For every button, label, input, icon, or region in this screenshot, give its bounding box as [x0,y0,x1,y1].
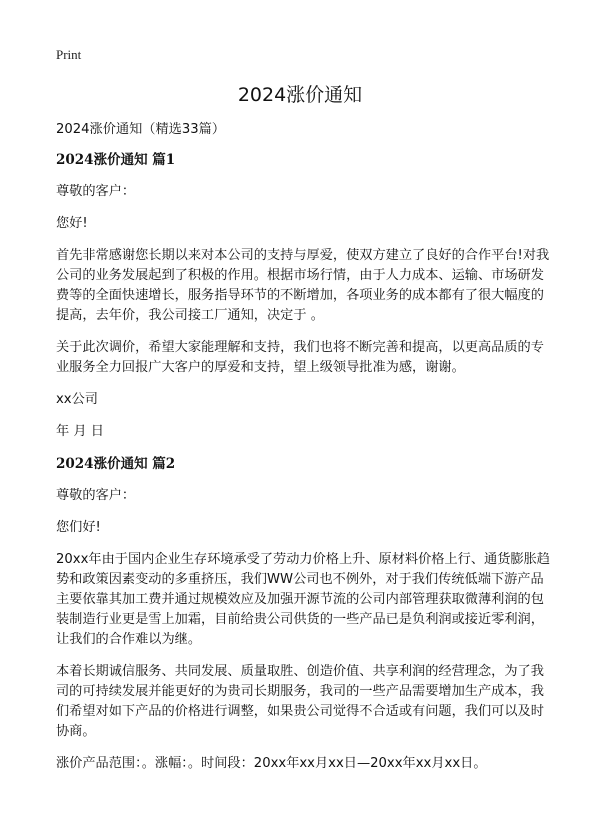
greeting: 尊敬的客户： [56,184,136,199]
date-line: 年 月 日 [56,424,104,439]
salutation: 您好! [56,216,88,231]
subtitle: 2024涨价通知（精选33篇） [56,122,226,137]
paragraph: 关于此次调价，希望大家能理解和支持，我们也将不断完善和提高，以更高品质的专业服务全力回报广大客户的厚爱和支持，望上级领导批准为感，谢谢。 [56,340,544,375]
paragraph: 本着长期诚信服务、共同发展、质量取胜、创造价值、共享利润的经营理念，为了我司的可持续发展并能更好的为贵司长期服务，我司的一些产品需要增加生产成本，我们希望对如下产品的价格进行调整，如果贵公司觉得不合适或有问题，我们可以及时协商。 [56,664,544,739]
document-body [56,120,550,774]
company-name: xx公司 [56,392,98,407]
salutation: 您们好! [56,520,101,535]
paragraph: 首先非常感谢您长期以来对本公司的支持与厚爱，使双方建立了良好的合作平台!对我公司的业务发展起到了积极的作用。根据市场行情，由于人力成本、运输、市场研发费等的全面快速增长，服务指导环节的不断增加，各项业务的成本都有了很大幅度的提高，去年价，我公司接工厂通知，决定于 。 [56,248,550,323]
paragraph: 20xx年由于国内企业生存环境承受了劳动力价格上升、原材料价格上行、通货膨胀趋势和政策因素变动的多重挤压，我们WW公司也不例外，对于我们传统低端下游产品主要依靠其加工费并通过规模效应及加强开源节流的公司内部管理获取微薄利润的包装制造行业更是雪上加霜，目前给贵公司供货的一些产品已是负利润或接近零利润，让我们的合作难以为继。 [56,552,550,647]
print-link[interactable]: Print [56,47,82,62]
greeting: 尊敬的客户： [56,488,136,503]
page-title: 2024涨价通知 [237,84,363,106]
section-heading: 2024涨价通知 篇1 [56,152,176,168]
section-heading: 2024涨价通知 篇2 [56,456,176,472]
paragraph: 涨价产品范围：。涨幅：。时间段：20xx年xx月xx日—20xx年xx月xx日。 [56,756,487,771]
